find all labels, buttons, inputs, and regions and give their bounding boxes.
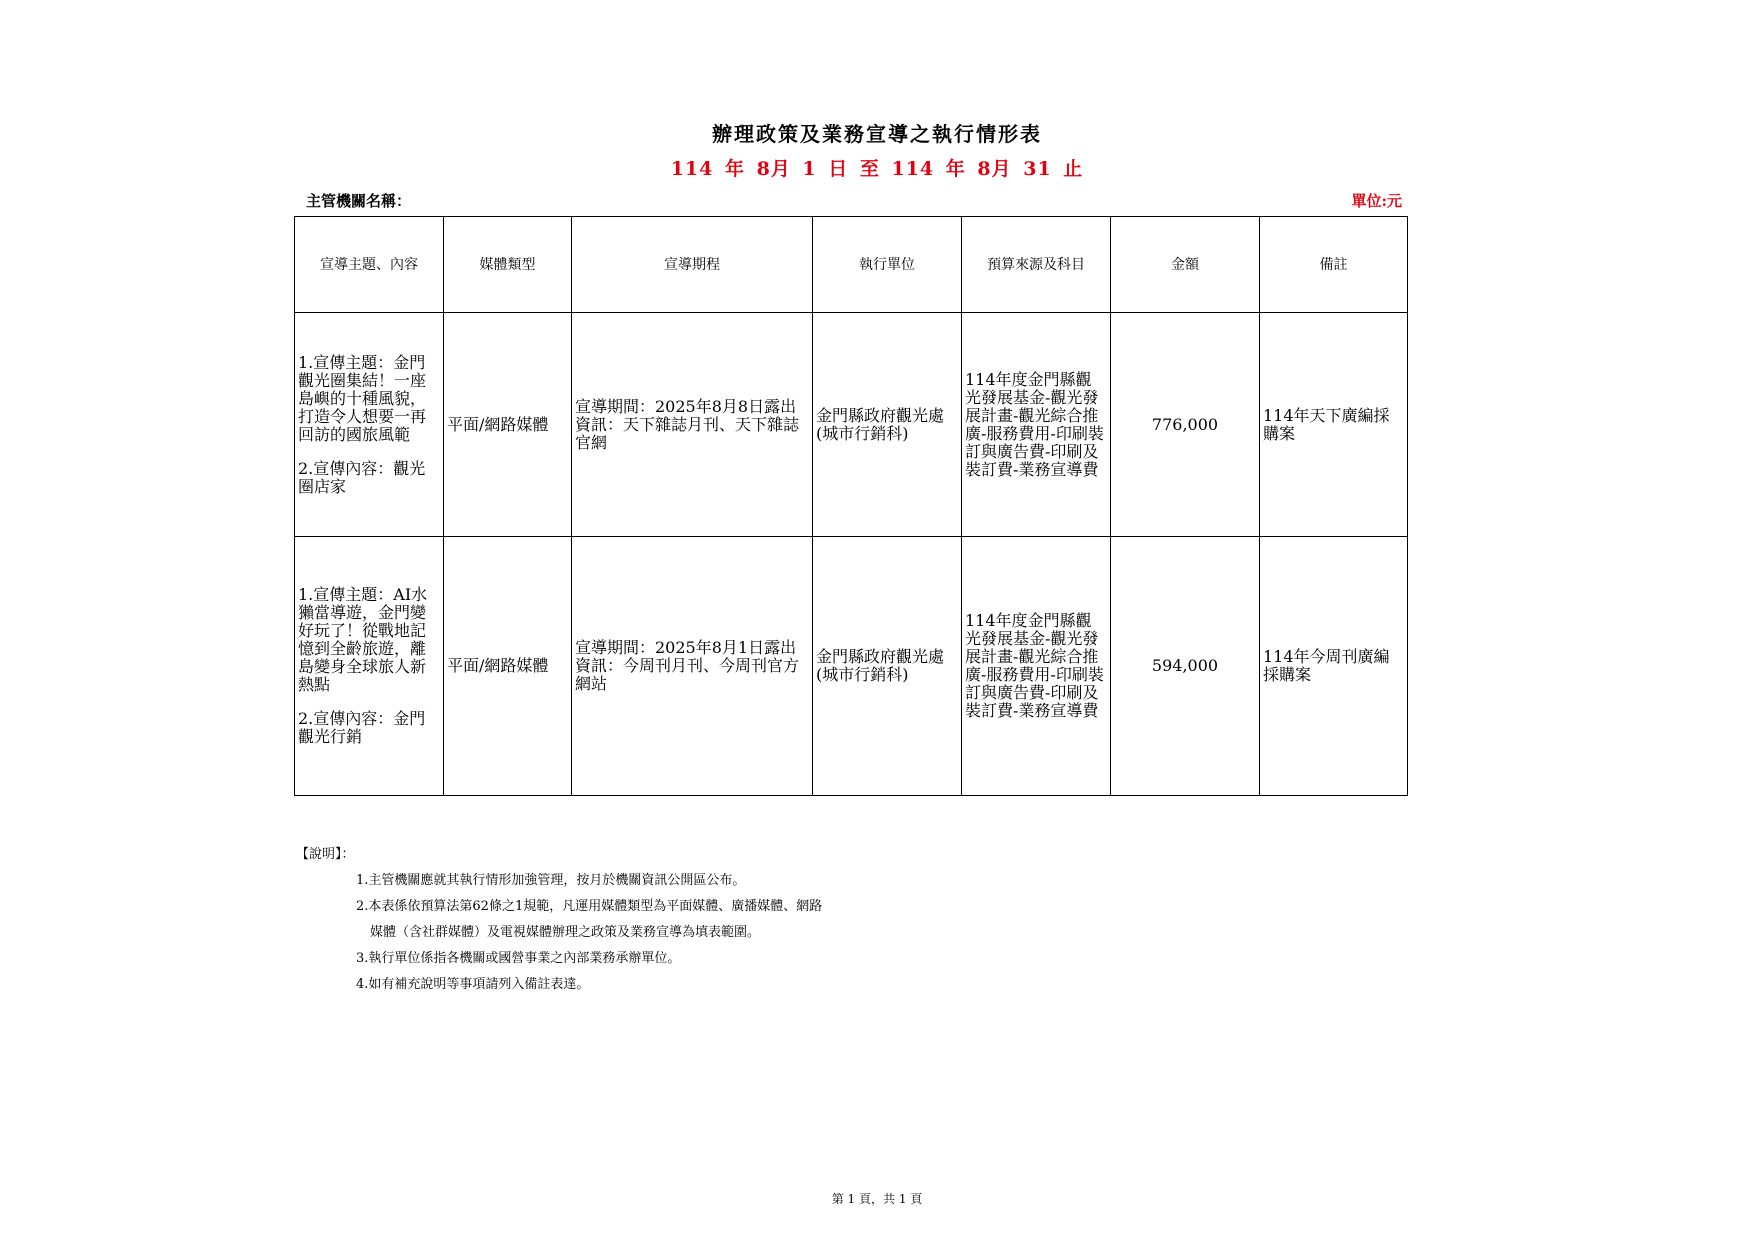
content-text: 2.宣傳內容：觀光圈店家 xyxy=(298,458,426,496)
media-type-cell: 平面/網路媒體 xyxy=(444,313,572,537)
unit-label: 單位:元 xyxy=(1351,192,1402,210)
note-item: 2.本表係依預算法第62條之1規範，凡運用媒體類型為平面媒體、廣播媒體、網路 xyxy=(356,899,823,914)
notes-section xyxy=(296,842,822,998)
amount-cell: 776,000 xyxy=(1111,313,1260,537)
header-theme: 宣導主題、內容 xyxy=(295,217,444,313)
header-amount: 金額 xyxy=(1111,217,1260,313)
note-item: 3.執行單位係指各機關或國營事業之內部業務承辦單位。 xyxy=(356,951,681,966)
unit-cell: 金門縣政府觀光處(城市行銷科) xyxy=(813,313,962,537)
amount-cell: 594,000 xyxy=(1111,537,1260,796)
table-header-row xyxy=(295,217,1408,313)
unit-cell: 金門縣政府觀光處(城市行銷科) xyxy=(813,537,962,796)
note-item: 4.如有補充說明等事項請列入備註表達。 xyxy=(356,977,590,992)
media-type-cell: 平面/網路媒體 xyxy=(444,537,572,796)
header-unit: 執行單位 xyxy=(813,217,962,313)
theme-text: 1.宣傳主題：金門觀光圈集結！一座島嶼的十種風貌，打造令人想要一再回訪的國旅風範 xyxy=(298,352,427,444)
date-range: 114 年 8月 1 日 至 114 年 8月 31 止 xyxy=(670,158,1084,180)
note-item: 媒體（含社群媒體）及電視媒體辦理之政策及業務宣導為填表範圍。 xyxy=(370,925,761,940)
table-row xyxy=(295,313,1408,537)
budget-cell: 114年度金門縣觀光發展基金-觀光發展計畫-觀光綜合推廣-服務費用-印刷裝訂與廣告費-印刷及裝訂費-業務宣導費 xyxy=(962,537,1111,796)
header-budget: 預算來源及科目 xyxy=(962,217,1111,313)
notes-heading: 【說明】： xyxy=(296,847,355,862)
remark-cell: 114年天下廣編採購案 xyxy=(1260,313,1408,537)
theme-text: 1.宣傳主題：AI水獺當導遊，金門變好玩了！從戰地記憶到全齡旅遊，離島變身全球旅人新熱點 xyxy=(298,585,428,694)
report-table xyxy=(294,216,1408,796)
header-remark: 備註 xyxy=(1260,217,1408,313)
remark-cell: 114年今周刊廣編採購案 xyxy=(1260,537,1408,796)
budget-cell: 114年度金門縣觀光發展基金-觀光發展計畫-觀光綜合推廣-服務費用-印刷裝訂與廣告費-印刷及裝訂費-業務宣導費 xyxy=(962,313,1111,537)
content-text: 2.宣傳內容：金門觀光行銷 xyxy=(298,709,426,746)
header-media-type: 媒體類型 xyxy=(444,217,572,313)
period-cell: 宣導期間：2025年8月1日露出資訊：今周刊月刊、今周刊官方網站 xyxy=(572,537,813,796)
page-title: 辦理政策及業務宣導之執行情形表 xyxy=(712,122,1042,146)
period-cell: 宣導期間：2025年8月8日露出資訊：天下雜誌月刊、天下雜誌官網 xyxy=(572,313,813,537)
theme-cell xyxy=(295,313,444,537)
page-footer: 第 1 頁，共 1 頁 xyxy=(831,1192,923,1206)
table-row xyxy=(295,537,1408,796)
theme-cell xyxy=(295,537,444,796)
agency-label: 主管機關名稱： xyxy=(306,192,412,210)
note-item: 1.主管機關應就其執行情形加強管理，按月於機關資訊公開區公布。 xyxy=(356,873,746,888)
header-period: 宣導期程 xyxy=(572,217,813,313)
